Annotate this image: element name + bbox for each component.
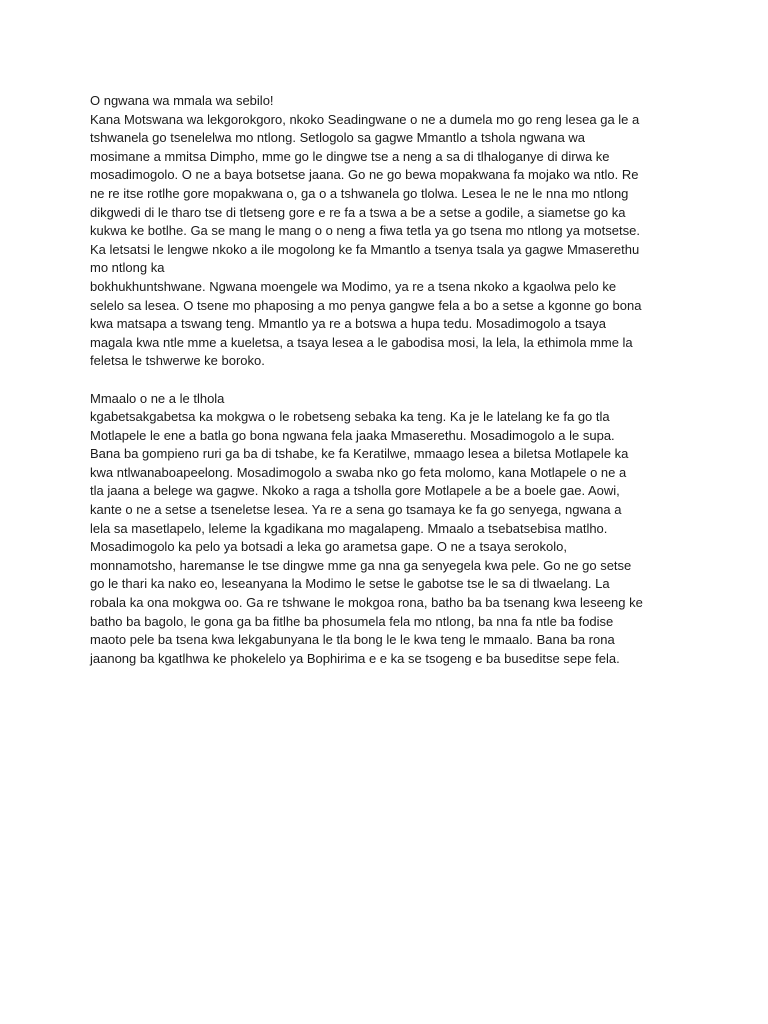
text-line: go le thari ka nako eo, leseanyana la Modimo le setse le gabotse tse le sa di tlwaelang. La <box>90 576 610 592</box>
blank-line <box>90 371 690 390</box>
text-line: mosimane a mmitsa Dimpho, mme go le dingwe tse a neng a sa di tlhaloganye di dirwa ke <box>90 148 610 164</box>
text-line: Bana ba gompieno ruri ga ba di tshabe, ke fa Keratilwe, mmaago lesea a biletsa Motlapele ka <box>90 446 629 462</box>
text-line: dikgwedi di le tharo tse di tletseng gore e re fa a tswa a be a setse a godile, a siametse go ka <box>90 204 626 220</box>
text-line: batho ba bagolo, le gona ga ba fitlhe ba phosumela fela mo ntlong, ba nna fa ntle ba fodise <box>90 613 614 629</box>
text-line: tshwanela go tsenelelwa mo ntlong. Setlogolo sa gagwe Mmantlo a tshola ngwana wa <box>90 130 586 146</box>
text-line: kwa matsapa a tswang teng. Mmantlo ya re a botswa a hupa tedu. Mosadimogolo a tsaya <box>90 316 606 332</box>
text-line: kante o ne a setse a tseneletse lesea. Ya re a sena go tsamaya ke fa go senyega, ngwana a <box>90 502 622 518</box>
text-line: monnamotsho, haremanse le tse dingwe mme ga nna ga senyegela kwa pele. Go ne go setse <box>90 557 632 573</box>
text-line: robala ka ona mokgwa oo. Ga re tshwane le mokgoa rona, batho ba ba tsenang kwa leseeng ke <box>90 595 643 611</box>
text-line: O ngwana wa mmala wa sebilo! <box>90 93 274 108</box>
text-line: Mosadimogolo ka pelo ya botsadi a leka go arametsa gape. O ne a tsaya serokolo, <box>90 539 567 555</box>
text-line: kwa ntlwanaboapeelong. Mosadimogolo a swaba nko go feta molomo, kana Motlapele o ne a <box>90 464 627 480</box>
text-line: jaanong ba kgatlhwa ke phokelelo ya Bophirima e e ka se tsogeng e ba buseditse sepe fela. <box>90 650 620 666</box>
text-line: mo ntlong ka <box>90 260 165 276</box>
text-line: kukwa ke botlhe. Ga se mang le mang o o neng a fiwa tetla ya go tsena mo ntlong ya motsetse. <box>90 223 640 239</box>
document-page <box>90 92 690 668</box>
text-line: selelo sa lesea. O tsene mo phaposing a mo penya gangwe fela a bo a setse a kgonne go bona <box>90 297 642 313</box>
text-line: Motlapele le ene a batla go bona ngwana fela jaaka Mmaserethu. Mosadimogolo a le supa. <box>90 427 615 443</box>
text-line: mosadimogolo. O ne a baya botsetse jaana. Go ne go bewa mopakwana fa mojako wa ntlo. Re <box>90 167 639 183</box>
text-line: magala kwa ntle mme a kueletsa, a tsaya lesea a le gabodisa mosi, la lela, la ethimola mme la <box>90 334 633 350</box>
text-line: tla jaana a belege wa gagwe. Nkoko a raga a tsholla gore Motlapele a be a boele gae. Aowi, <box>90 483 620 499</box>
text-line: maoto pele ba tsena kwa lekgabunyana le tla bong le le kwa teng le mmaalo. Bana ba rona <box>90 632 615 648</box>
text-line: Ka letsatsi le lengwe nkoko a ile mogolong ke fa Mmantlo a tsenya tsala ya gagwe Mmaserethu <box>90 241 640 257</box>
text-line: ne re itse rotlhe gore mopakwana o, ga o a tshwanela go tlolwa. Lesea le ne le nna mo ntlong <box>90 185 629 201</box>
text-line: lela sa masetlapelo, leleme la kgadikana mo magalapeng. Mmaalo a tsebatsebisa matlho. <box>90 520 608 536</box>
text-line: kgabetsakgabetsa ka mokgwa o le robetseng sebaka ka teng. Ka je le latelang ke fa go tla <box>90 409 610 425</box>
text-line: feletsa le tshwerwe ke boroko. <box>90 353 265 369</box>
text-line: Kana Motswana wa lekgorokgoro, nkoko Seadingwane o ne a dumela mo go reng lesea ga le a <box>90 111 640 127</box>
text-line: Mmaalo o ne a le tlhola <box>90 390 225 406</box>
text-line: bokhukhuntshwane. Ngwana moengele wa Modimo, ya re a tsena nkoko a kgaolwa pelo ke <box>90 278 617 294</box>
